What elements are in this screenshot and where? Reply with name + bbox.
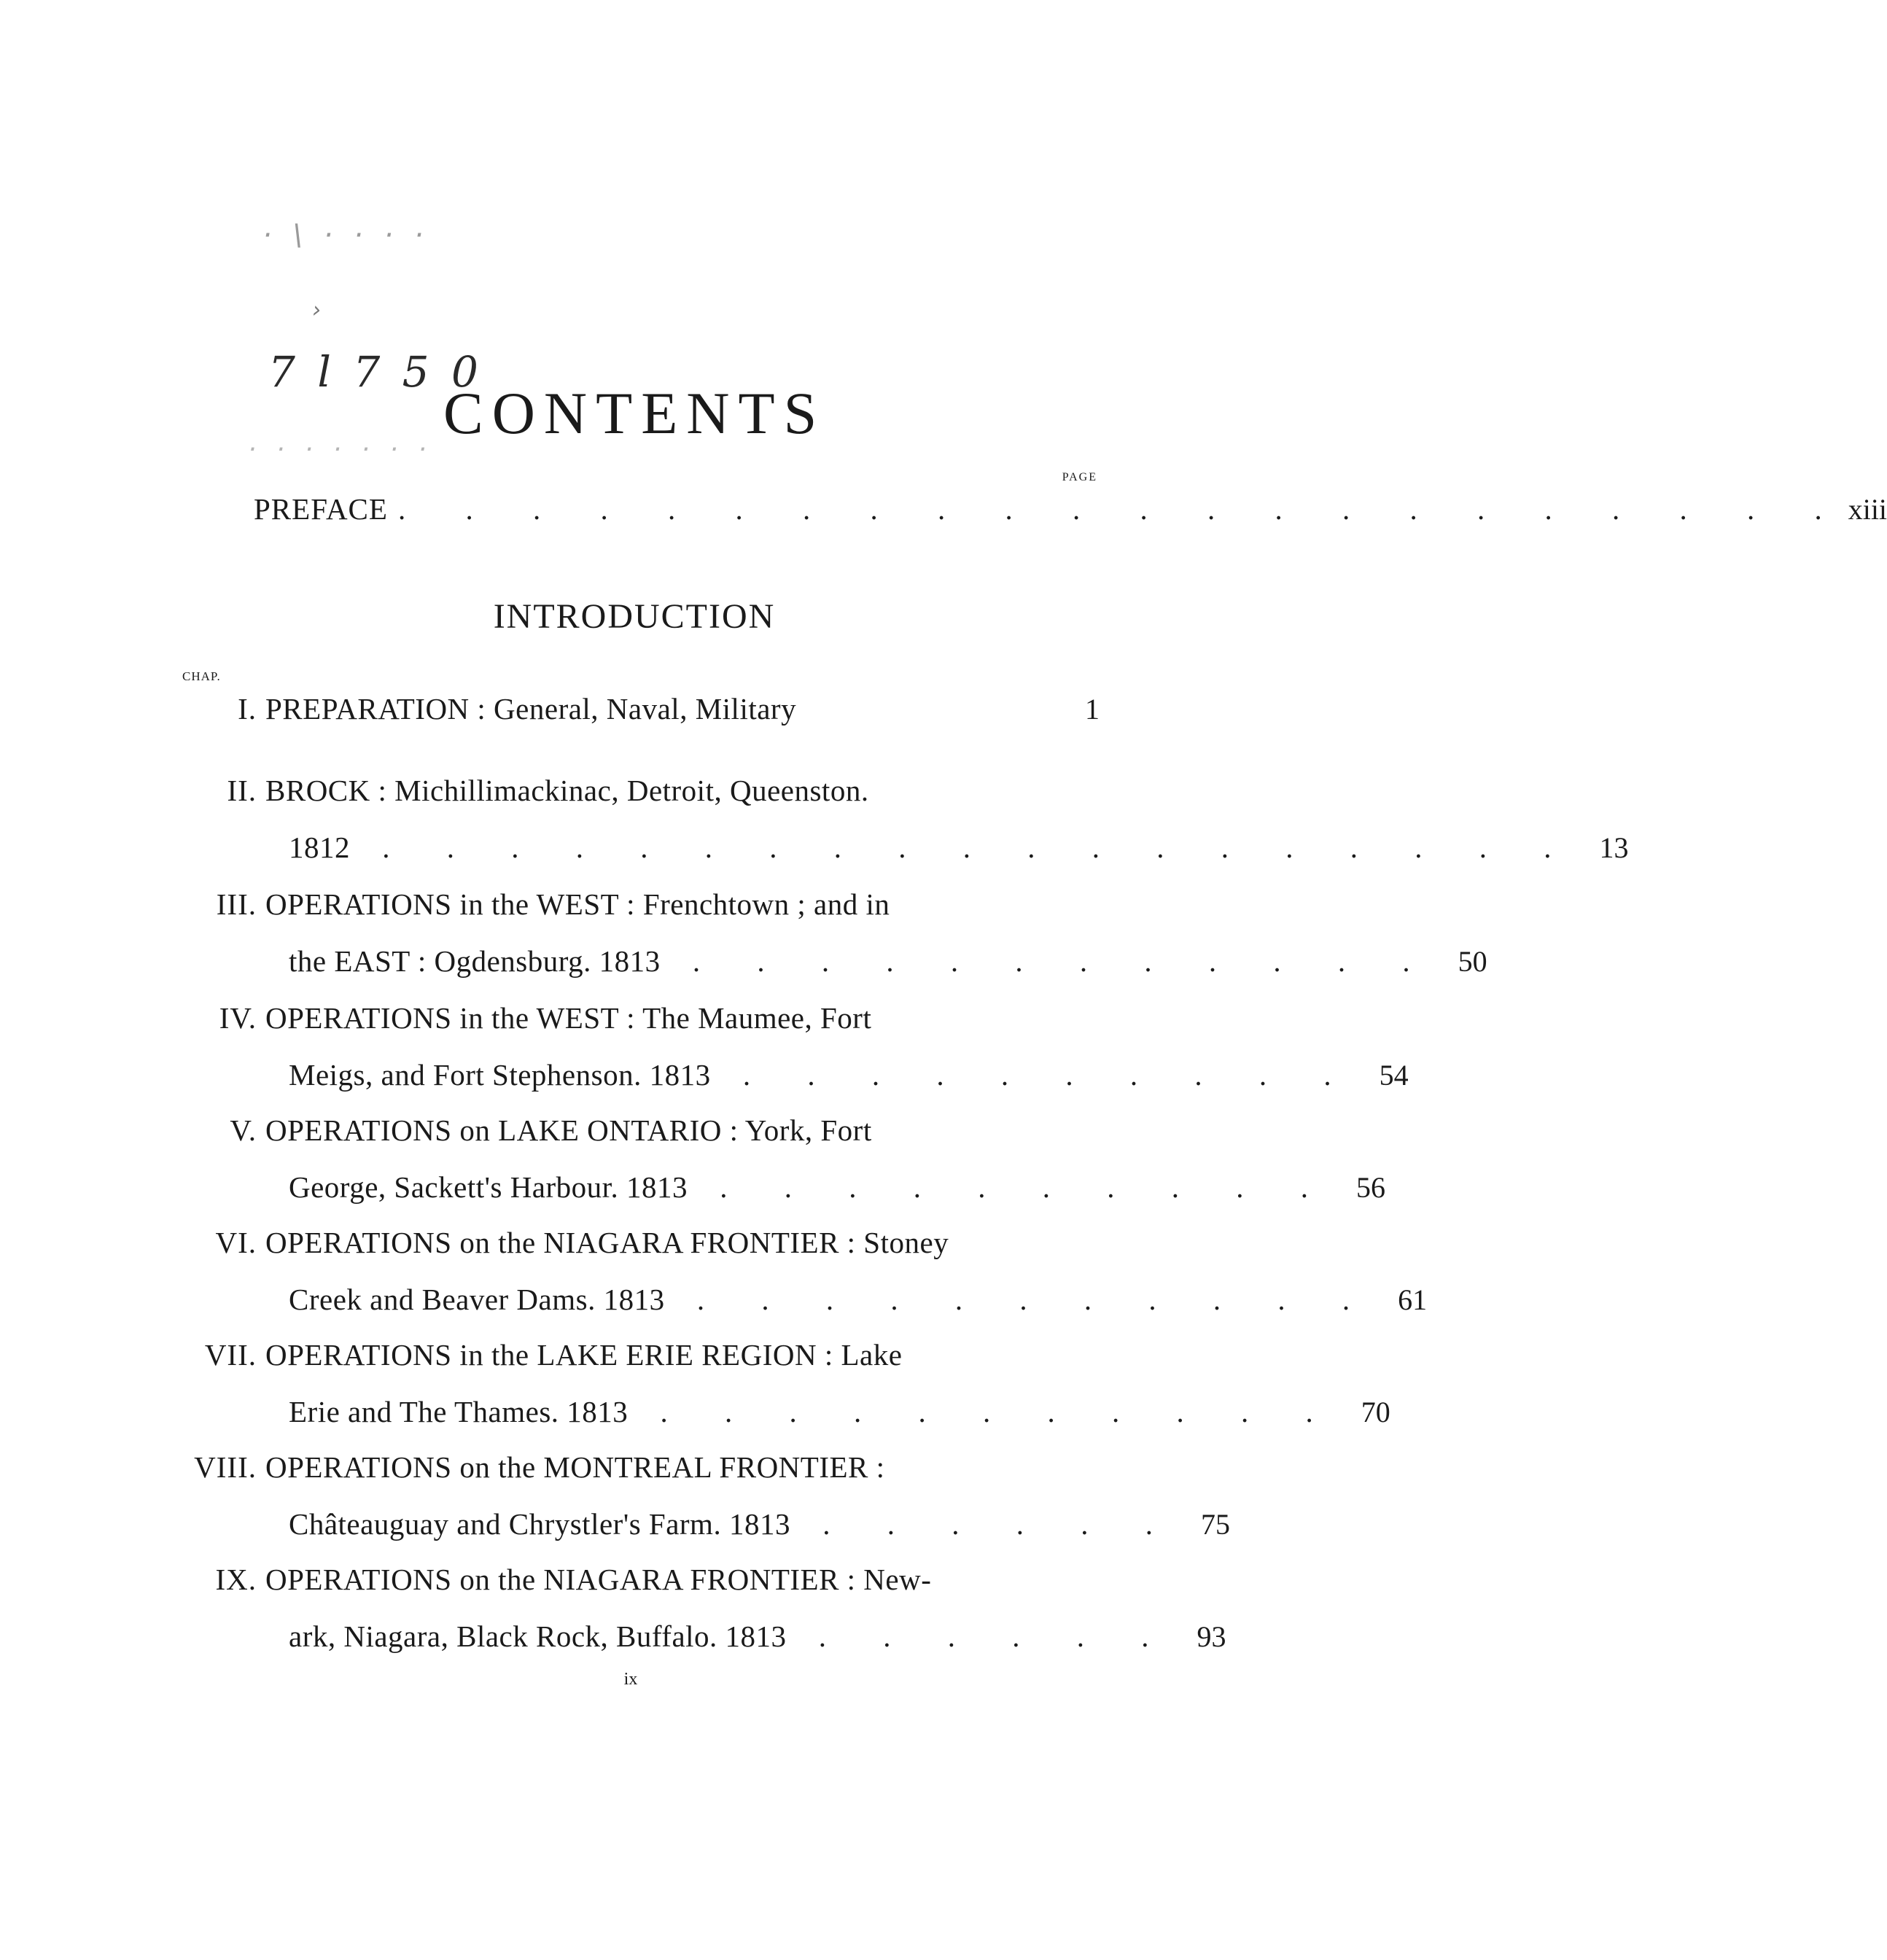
chapter-title-continued: the EAST : Ogdensburg. 1813 . . . . . . . . . . . . bbox=[289, 944, 1435, 978]
chapter-title: PREPARATION : General, Naval, Military bbox=[265, 692, 797, 726]
pencil-mark-small: › bbox=[312, 298, 327, 323]
chapter-title-continued: Meigs, and Fort Stephenson. 1813 . . . . . . . . . . bbox=[289, 1058, 1356, 1092]
page-folio: ix bbox=[623, 1670, 638, 1689]
dot-leader: . . . . . . . . . . . . . . . . . . . . . . bbox=[397, 492, 1848, 526]
chapter-title: OPERATIONS in the WEST : The Maumee, Fort bbox=[265, 1001, 872, 1035]
section-title: INTRODUCTION bbox=[493, 597, 776, 636]
chapter-page-number: 56 bbox=[1356, 1171, 1386, 1204]
chapter-page-number: 75 bbox=[1200, 1508, 1230, 1541]
chapter-number: III. bbox=[216, 887, 257, 921]
chapter-title: OPERATIONS on LAKE ONTARIO : York, Fort bbox=[265, 1113, 872, 1147]
library-stamp-smudge: · · · · · · · bbox=[248, 435, 432, 464]
toc-entry-chapter-8[interactable] bbox=[175, 1450, 1230, 1547]
chapter-number: VI. bbox=[215, 1226, 257, 1259]
toc-entry-chapter-7[interactable] bbox=[175, 1337, 1390, 1435]
toc-entry-chapter-1[interactable] bbox=[175, 691, 1100, 732]
toc-entry-chapter-5[interactable] bbox=[175, 1113, 1386, 1210]
chapter-title: BROCK : Michillimackinac, Detroit, Queenston. bbox=[265, 774, 869, 807]
chapter-number: VII. bbox=[204, 1338, 257, 1372]
chapter-page-number: 50 bbox=[1458, 945, 1487, 978]
chapter-number: V. bbox=[230, 1113, 257, 1147]
chapter-title-continued: Châteauguay and Chrystler's Farm. 1813 . . . . . . bbox=[289, 1507, 1178, 1541]
toc-entry-chapter-9[interactable] bbox=[175, 1562, 1226, 1660]
chapter-title-continued: Erie and The Thames. 1813 . . . . . . . . . . . bbox=[289, 1395, 1338, 1428]
contents-title: CONTENTS bbox=[443, 380, 826, 446]
chapter-number: II. bbox=[227, 774, 257, 807]
chapter-page-number: 70 bbox=[1361, 1396, 1390, 1428]
chapter-page-number: 61 bbox=[1398, 1283, 1428, 1316]
handwritten-number: 7 l 7 5 0 bbox=[268, 347, 483, 397]
preface-label: PREFACE bbox=[254, 492, 388, 526]
chapter-title: OPERATIONS in the LAKE ERIE REGION : Lake bbox=[265, 1338, 903, 1372]
preface-page-number: xiii bbox=[1848, 493, 1887, 526]
chapter-page-number: 13 bbox=[1599, 831, 1629, 864]
chapter-page-number: 54 bbox=[1379, 1059, 1409, 1092]
toc-entry-chapter-2[interactable] bbox=[175, 773, 1629, 871]
chapter-title-continued: ark, Niagara, Black Rock, Buffalo. 1813 . . . . . . bbox=[289, 1619, 1174, 1653]
chapter-title: OPERATIONS on the NIAGARA FRONTIER : New- bbox=[265, 1563, 932, 1596]
chapter-title: OPERATIONS in the WEST : Frenchtown ; and in bbox=[265, 887, 890, 921]
chapter-title: OPERATIONS on the NIAGARA FRONTIER : Stoney bbox=[265, 1226, 949, 1259]
chapter-number: IV. bbox=[219, 1001, 257, 1035]
chapter-title-continued: 1812 . . . . . . . . . . . . . . . . . . . bbox=[289, 831, 1576, 864]
chapter-number: IX. bbox=[215, 1563, 257, 1596]
chapter-number: I. bbox=[238, 692, 257, 726]
pencil-marks: · \ · · · · bbox=[262, 219, 429, 252]
toc-entry-chapter-3[interactable] bbox=[175, 887, 1487, 984]
chapter-number: VIII. bbox=[194, 1450, 257, 1484]
chapter-title: OPERATIONS on the MONTREAL FRONTIER : bbox=[265, 1450, 885, 1484]
chapter-title-continued: George, Sackett's Harbour. 1813 . . . . . . . . . . bbox=[289, 1170, 1334, 1204]
chapter-page-number: 93 bbox=[1197, 1620, 1226, 1653]
preface-entry[interactable] bbox=[254, 491, 1887, 526]
toc-entry-chapter-4[interactable] bbox=[175, 1000, 1409, 1098]
chapter-page-number: 1 bbox=[1085, 693, 1100, 726]
toc-entry-chapter-6[interactable] bbox=[175, 1225, 1428, 1323]
chapter-title-continued: Creek and Beaver Dams. 1813 . . . . . . . . . . . bbox=[289, 1283, 1375, 1316]
chapter-column-label: CHAP. bbox=[182, 669, 221, 683]
page-column-label: PAGE bbox=[1062, 471, 1097, 483]
